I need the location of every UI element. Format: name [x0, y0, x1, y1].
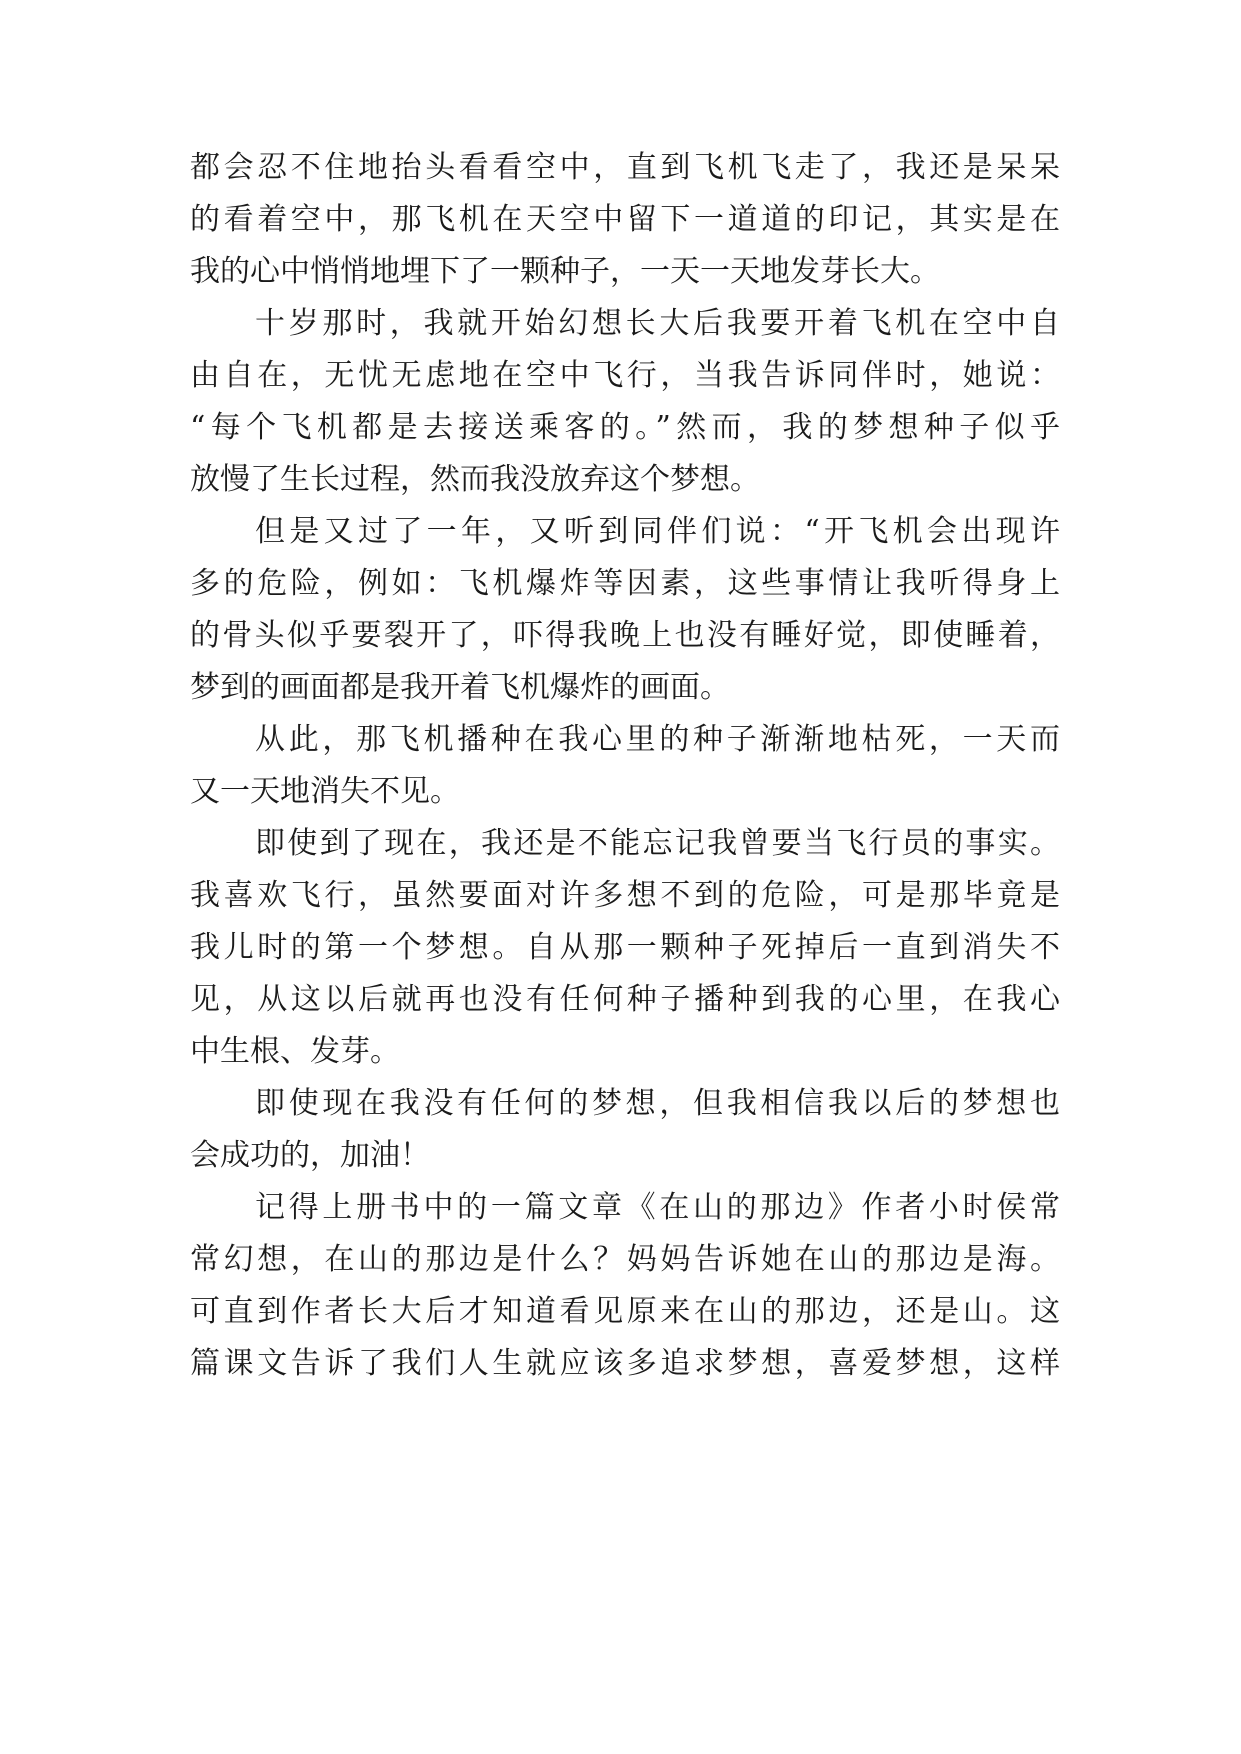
text-line: 常幻想，在山的那边是什么？妈妈告诉她在山的那边是海。	[190, 1242, 1060, 1277]
text-line: 但是又过了一年，又听到同伴们说：“开飞机会出现许	[255, 514, 1060, 549]
text-line: 又一天地消失不见。	[190, 774, 460, 809]
text-line: 放慢了生长过程，然而我没放弃这个梦想。	[190, 462, 760, 497]
text-line: 的看着空中，那飞机在天空中留下一道道的印记，其实是在	[190, 202, 1060, 237]
text-line: “每个飞机都是去接送乘客的。”然而，我的梦想种子似乎	[190, 410, 1060, 445]
text-line: 我儿时的第一个梦想。自从那一颗种子死掉后一直到消失不	[190, 930, 1060, 965]
text-line: 从此，那飞机播种在我心里的种子渐渐地枯死，一天而	[255, 722, 1060, 757]
text-line: 可直到作者长大后才知道看见原来在山的那边，还是山。这	[190, 1294, 1060, 1329]
text-line: 即使现在我没有任何的梦想，但我相信我以后的梦想也	[255, 1086, 1060, 1121]
text-line: 梦到的画面都是我开着飞机爆炸的画面。	[190, 670, 730, 705]
text-line: 我的心中悄悄地埋下了一颗种子，一天一天地发芽长大。	[190, 254, 940, 289]
text-line: 我喜欢飞行，虽然要面对许多想不到的危险，可是那毕竟是	[190, 878, 1060, 913]
text-line: 多的危险，例如：飞机爆炸等因素，这些事情让我听得身上	[190, 566, 1060, 601]
text-line: 的骨头似乎要裂开了，吓得我晚上也没有睡好觉，即使睡着，	[190, 618, 1060, 653]
text-line: 都会忍不住地抬头看看空中，直到飞机飞走了，我还是呆呆	[190, 150, 1060, 185]
text-line: 记得上册书中的一篇文章《在山的那边》作者小时侯常	[255, 1190, 1060, 1225]
text-line: 中生根、发芽。	[190, 1034, 400, 1069]
text-line: 会成功的，加油！	[190, 1138, 430, 1173]
text-line: 十岁那时，我就开始幻想长大后我要开着飞机在空中自	[255, 306, 1060, 341]
text-line: 见，从这以后就再也没有任何种子播种到我的心里，在我心	[190, 982, 1060, 1017]
text-line: 即使到了现在，我还是不能忘记我曾要当飞行员的事实。	[255, 826, 1060, 861]
text-line: 由自在，无忧无虑地在空中飞行，当我告诉同伴时，她说：	[190, 358, 1060, 393]
text-line: 篇课文告诉了我们人生就应该多追求梦想，喜爱梦想，这样	[190, 1346, 1060, 1381]
